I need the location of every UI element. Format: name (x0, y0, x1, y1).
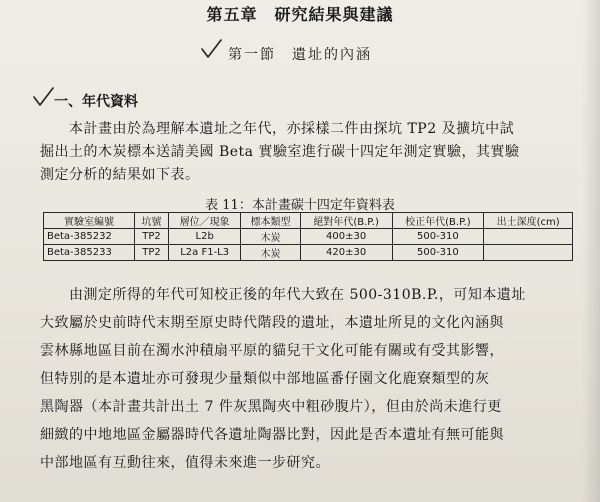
cell-lab-id: Beta-385232 (44, 229, 135, 245)
paragraph-line: 但特別的是本遺址亦可發現少量類似中部地區番仔園文化鹿寮類型的灰 (40, 371, 490, 387)
header-calibrated-age: 校正年代(B.P.) (392, 213, 484, 229)
cell-depth (484, 245, 573, 261)
header-lab-id: 實驗室編號 (44, 213, 135, 229)
cell-sample-type: 木炭 (241, 229, 300, 245)
table-row (44, 245, 573, 261)
intro-paragraph (40, 118, 585, 187)
table-caption: 表 11：本計畫碳十四定年資料表 (205, 198, 395, 213)
paragraph-line: 本計畫由於為理解本遺址之年代，亦採樣二件由探坑 TP2 及擴坑中試 (40, 121, 515, 137)
cell-layer: L2a F1-L3 (169, 245, 241, 261)
paragraph-line: 測定分析的結果如下表。 (40, 167, 200, 183)
chapter-title: 第五章 研究結果與建議 (206, 5, 394, 24)
header-layer: 層位／現象 (169, 213, 241, 229)
cell-absolute-age: 420±30 (300, 245, 392, 261)
cell-pit: TP2 (134, 229, 168, 245)
paragraph-line: 黑陶器（本計畫共計出土 7 件灰黑陶夾中粗砂腹片），但由於尚未進行更 (40, 399, 502, 415)
cell-pit: TP2 (134, 245, 168, 261)
cell-lab-id: Beta-385233 (44, 245, 135, 261)
paragraph-line: 中部地區有互動往來，值得未來進一步研究。 (40, 455, 330, 471)
cell-sample-type: 木炭 (241, 245, 300, 261)
cell-absolute-age: 400±30 (300, 229, 392, 245)
section-title: 第一節 遺址的內涵 (228, 47, 372, 63)
cell-depth (484, 229, 573, 245)
paragraph-line: 掘出土的木炭標本送請美國 Beta 實驗室進行碳十四定年測定實驗，其實驗 (40, 144, 520, 160)
results-paragraph (40, 281, 585, 477)
header-sample-type: 標本類型 (241, 213, 300, 229)
cell-calibrated-age: 500-310 (392, 229, 484, 245)
paragraph-line: 雲林縣地區目前在濁水沖積扇平原的貓兒干文化可能有關或有受其影響， (40, 343, 504, 359)
header-pit: 坑號 (134, 213, 168, 229)
cell-layer: L2b (169, 229, 241, 245)
paragraph-line: 細緻的中地地區金屬器時代各遺址陶器比對，因此是否本遺址有無可能與 (40, 427, 504, 443)
paragraph-line: 由測定所得的年代可知校正後的年代大致在 500-310B.P.，可知本遺址 (40, 287, 526, 303)
header-depth: 出土深度(cm) (484, 213, 573, 229)
checkmark-icon (200, 38, 222, 60)
paragraph-line: 大致屬於史前時代末期至原史時代階段的遺址，本遺址所見的文化內涵與 (40, 315, 504, 331)
cell-calibrated-age: 500-310 (392, 245, 484, 261)
checkmark-icon (32, 86, 54, 108)
header-absolute-age: 絕對年代(B.P.) (300, 213, 392, 229)
table-header-row (44, 213, 573, 229)
subsection-title: 一、年代資料 (54, 94, 138, 110)
carbon-dating-table (43, 212, 573, 261)
table-row (44, 229, 573, 245)
